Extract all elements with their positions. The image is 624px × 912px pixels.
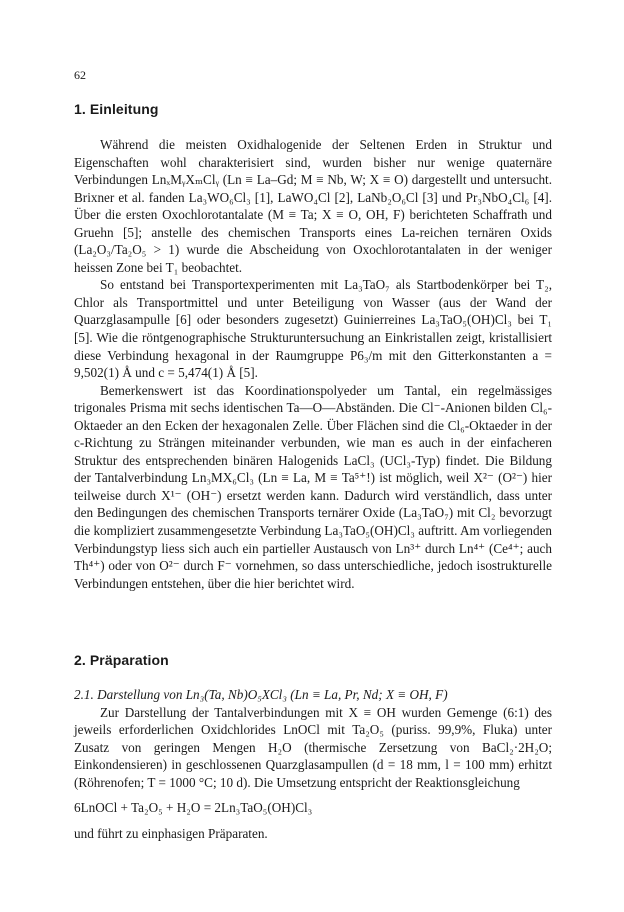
paragraph: So entstand bei Transportexperimenten mit La₃TaO₇ als Startbodenkörper bei T₂, Chlor als Transportmittel und unter Beteiligung von Wasser (aus der Wand der Quarzglasampulle [6] oder besonders zugesetzt) Guinierreines La₃TaO₅(OH)Cl₃ bei T₁ [5]. Wie die röntgenographische Strukturuntersuchung an Einkristallen zeigt, kristallisiert diese Verbindung hexagonal in der Raumgruppe P6₃/m mit den Gitterkonstanten a = 9,502(1) Å und c = 5,474(1) Å [5]. (74, 277, 552, 381)
paragraph: Bemerkenswert ist das Koordinationspolyeder um Tantal, ein regelmässiges trigonales Prisma mit sechs identischen Ta—O—Abständen. Die Cl⁻-Anionen bilden Cl₆-Oktaeder an den Ecken der hexagonalen Zelle. Über Flächen sind die Cl₆-Oktaeder in der c-Richtung zu Strängen miteinander verbunden, wie man es auch in der einfacheren Struktur des entsprechenden binären Halogenids LaCl₃ (UCl₃-Typ) findet. Die Bildung der Tantalverbindung Ln₃MX₆Cl₃ (Ln ≡ La, M ≡ Ta⁵⁺!) ist möglich, weil X²⁻ (O²⁻) hier teilweise durch X¹⁻ (OH⁻) ersetzt werden kann. Dadurch wird verständlich, dass unter den Bedingungen des chemischen Transports ternärer Oxide (La₃TaO₇) mit Cl₂ bevorzugt die kompliziert zusammengesetzte Verbindung La₃TaO₅(OH)Cl₃ auftritt. Am vorliegenden Verbindungstyp liess sich auch ein partieller Austausch von Ln³⁺ durch Ln⁴⁺ (Ce⁴⁺; auch Th⁴⁺) oder von O²⁻ durch F⁻ vornehmen, so dass unterschiedliche, jedoch isostrukturelle Verbindungen entstehen, über die hier berichtet wird. (74, 382, 552, 591)
reaction-equation: 6LnOCl + Ta₂O₅ + H₂O = 2Ln₃TaO₅(OH)Cl₃ (74, 800, 313, 816)
section-praeparation-body (74, 686, 552, 842)
subsection-heading: 2.1. Darstellung von Ln₃(Ta, Nb)O₅XCl₃ (Ln ≡ La, Pr, Nd; X ≡ OH, F) (74, 687, 448, 702)
section-heading-praeparation: 2. Präparation (74, 652, 169, 668)
page-number: 62 (74, 68, 86, 82)
paragraph: und führt zu einphasigen Präparaten. (74, 825, 268, 841)
section-einleitung-body (74, 136, 552, 592)
section-heading-einleitung: 1. Einleitung (74, 101, 159, 117)
paragraph: Zur Darstellung der Tantalverbindungen mit X ≡ OH wurden Gemenge (6:1) des jeweils erforderlichen Oxidchlorides LnOCl mit Ta₂O₅ (puriss. 99,9%, Fluka) unter Zusatz von geringen Mengen H₂O (thermische Zersetzung von BaCl₂·2H₂O; Einkondensieren) in geschlossenen Quarzglasampullen (d = 18 mm, l = 100 mm) erhitzt (Röhrenofen; T = 1000 °C; 10 d). Die Umsetzung entspricht der Reaktionsgleichung (74, 704, 552, 790)
paragraph: Während die meisten Oxidhalogenide der Seltenen Erden in Struktur und Eigenschaften wohl charakterisiert sind, wurden bisher nur wenige quaternäre Verbindungen LnₓMᵧXₘClᵧ (Ln ≡ La–Gd; M ≡ Nb, W; X ≡ O) dargestellt und untersucht. Brixner et al. fanden La₃WO₆Cl₃ [1], LaWO₄Cl [2], LaNb₂O₆Cl [3] und Pr₃NbO₄Cl₆ [4]. Über die ersten Oxochlorotantalate (M ≡ Ta; X ≡ O, OH, F) berichteten Schaffrath und Gruehn [5]; anstelle des chemischen Transports eines La-reichen ternären Oxids (La₂O₃/Ta₂O₅ > 1) wurde die Abscheidung von Oxochlorotantalaten in der weniger heissen Zone bei T₁ beobachtet. (74, 137, 552, 275)
